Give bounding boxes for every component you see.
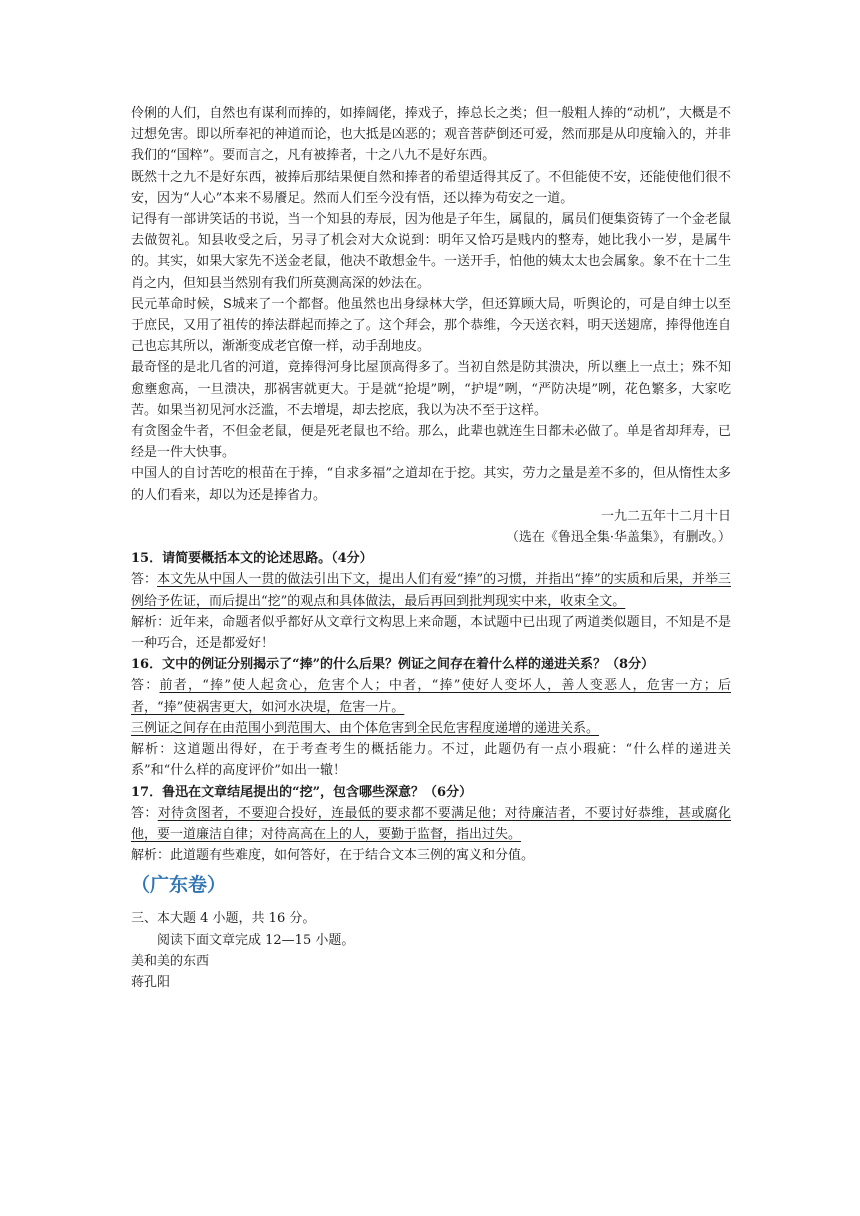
reading-instruction: 阅读下面文章完成 12—15 小题。 [157,932,355,948]
analysis-15: 解析：近年来，命题者似乎都好从文章行文构思上来命题，本试题中已出现了两道类似题目，不知是不是一种巧合，还是都爱好！ [131,614,731,652]
answer-prefix: 答： [131,805,158,821]
article-paragraph: 民元革命时候，S城来了一个都督。他虽然也出身绿林大学，但还算顾大局，听舆论的，可是自绅士以至于庶民，又用了祖传的捧法群起而捧之了。这个拜会，那个恭维，今天送衣料，明天送翅席，捧得他连自己也忘其所以，渐渐变成老官僚一样，动手刮地皮。 [131,296,731,355]
question-15: 15．请简要概括本文的论述思路。（4分） [131,551,373,567]
article-title: 美和美的东西 [131,953,210,969]
article-paragraph: 最奇怪的是北几省的河道，竟捧得河身比屋顶高得多了。当初自然是防其溃决，所以壅上一点土；殊不知愈壅愈高，一旦溃决，那祸害就更大。于是就“抢堤”咧，“护堤”咧，“严防决堤”咧，花色繁多，大家吃苦。如果当初见河水泛滥，不去增堤，却去挖底，我以为决不至于这样。 [131,360,731,418]
article-paragraph: 记得有一部讲笑话的书说，当一个知县的寿辰，因为他是子年生，属鼠的，属员们便集资铸了一个金老鼠去做贺礼。知县收受之后，另寻了机会对大众说到：明年又恰巧是贱内的整寿，她比我小一岁，是属牛的。其实，如果大家先不送金老鼠，他决不敢想金牛。一送开手，怕他的姨太太也会属象。象不在十二生肖之内，但知县当然别有我们所莫测高深的妙法在。 [131,212,731,291]
section-instruction: 三、本大题 4 小题，共 16 分。 [131,911,316,927]
section-heading-guangdong: （广东卷） [131,874,227,897]
article-paragraph: 中国人的自讨苦吃的根苗在于捧，“自求多福”之道却在于挖。其实，劳力之量是差不多的，但从惰性太多的人们看来，却以为还是捧省力。 [131,466,731,503]
analysis-16: 解析：这道题出得好，在于考查考生的概括能力。不过，此题仍有一点小瑕疵：“什么样的递进关系”和“什么样的高度评价”如出一辙！ [131,742,731,779]
answer-17 [131,803,731,845]
answer-text: 对待贪图者，不要迎合投好，连最低的要求都不要满足他；对待廉洁者，不要讨好恭维，甚或腐化他，要一道廉洁自律；对待高高在上的人，要勤于监督，指出过失。 [131,805,731,842]
article-source: （选在《鲁迅全集·华盖集》，有删改。） [505,530,731,546]
answer-16 [131,675,731,717]
answer-text: 前者，“捧”使人起贪心，危害个人；中者，“捧”使好人变坏人，善人变恶人，危害一方；后者，“捧”使祸害更大，如河水决堤，危害一片。 [131,678,731,715]
question-17: 17．鲁迅在文章结尾提出的“挖”，包含哪些深意？（6分） [131,784,473,800]
answer-prefix: 答： [131,572,158,588]
answer-16-part2 [131,718,731,739]
answer-text: 本文先从中国人一贯的做法引出下文，提出人们有爱“捧”的习惯，并指出“捧”的实质和后果，并举三例给予佐证，而后提出“挖”的观点和具体做法，最后再回到批判现实中来，收束全文。 [131,572,731,609]
answer-text: 三例证之间存在由范围小到范围大、由个体危害到全民危害程度递增的递进关系。 [131,720,600,736]
question-16: 16．文中的例证分别揭示了“捧”的什么后果？例证之间存在着什么样的递进关系？（8分） [131,657,655,673]
article-paragraph: 有贪图金牛者，不但金老鼠，便是死老鼠也不给。那么，此辈也就连生日都未必做了。单是省却拜寿，已经是一件大快事。 [131,424,731,461]
answer-prefix: 答： [131,678,160,694]
article-paragraph: 既然十之九不是好东西，被捧后那结果便自然和捧者的希望适得其反了。不但能使不安，还能使他们很不安，因为“人心”本来不易餍足。然而人们至今没有悟，还以捧为苟安之一道。 [131,169,731,206]
document-page [131,103,731,993]
answer-15 [131,569,731,611]
analysis-17: 解析：此道题有些难度，如何答好，在于结合文本三例的寓义和分值。 [131,848,535,864]
article-paragraph: 伶俐的人们，自然也有谋利而捧的，如捧阔佬，捧戏子，捧总长之类；但一般粗人捧的“动机”，大概是不过想免害。即以所奉祀的神道而论，也大抵是凶恶的；观音菩萨倒还可爱，然而那是从印度输入的，并非我们的“国粹”。要而言之，凡有被捧者，十之八九不是好东西。 [131,106,731,164]
article-date: 一九二五年十二月十日 [600,508,731,524]
article-author: 蒋孔阳 [131,974,171,990]
